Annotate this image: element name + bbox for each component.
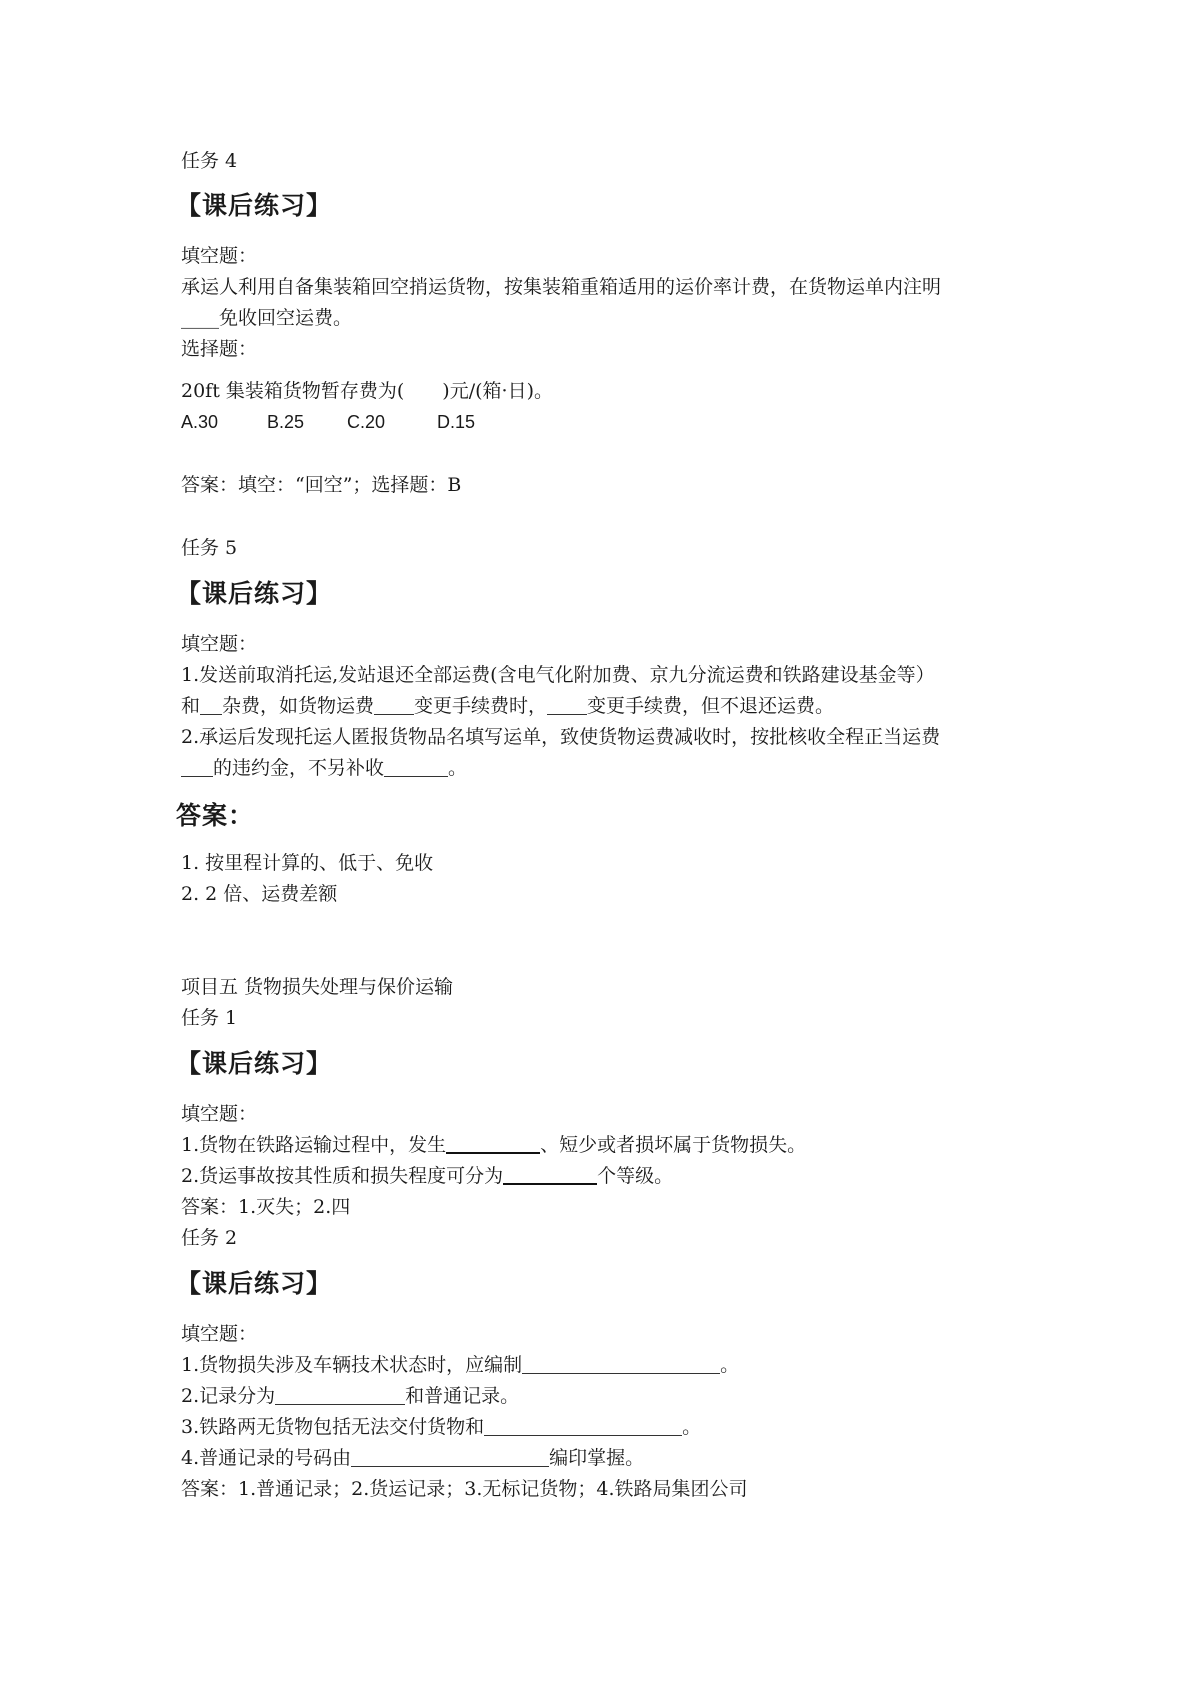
choice-options	[181, 409, 475, 435]
answer-2-item2: 2. 2 倍、运费差额	[181, 883, 338, 905]
fill-question-2-line2: 和 杂费，如货物运费 变更手续费时， 变更手续费，但不退还运费。	[181, 695, 835, 717]
project-5-title: 项目五 货物损失处理与保价运输	[181, 976, 454, 998]
fill-question-1-line2: ____免收回空运费。	[181, 307, 353, 329]
choice-question-1: 20ft 集装箱货物暂存费为( )元/(箱·日)。	[181, 380, 553, 402]
fill-question-2-line1: 1.发送前取消托运,发站退还全部运费(含电气化附加费、京九分流运费和铁路建设基金等）	[181, 664, 935, 686]
fill-question-3-line1: 2.承运后发现托运人匿报货物品名填写运单，致使货物运费减收时，按批核收全程正当运费	[181, 726, 941, 748]
fill-question-6: 1.货物损失涉及车辆技术状态时，应编制 。	[181, 1354, 740, 1376]
fill-question-1-line1: 承运人利用自备集装箱回空捎运货物，按集装箱重箱适用的运价率计费，在货物运单内注明	[181, 276, 942, 298]
option-d: D.15	[437, 412, 476, 432]
task-4-title: 任务 4	[181, 150, 238, 172]
answer-1: 答案：填空：“回空”；选择题：B	[181, 474, 462, 496]
answer-4: 答案：1.普通记录；2.货运记录；3.无标记货物；4.铁路局集团公司	[181, 1478, 748, 1500]
fill-label-4: 填空题：	[181, 1323, 258, 1345]
exercise-heading-2: 【课后练习】	[176, 579, 333, 608]
fill-label-1: 填空题：	[181, 245, 258, 267]
option-c: C.20	[347, 412, 386, 432]
fill-question-3-line2: 的违约金，不另补收 。	[181, 755, 467, 781]
fill-question-4: 1.货物在铁路运输过程中，发生 、短少或者损坏属于货物损失。	[181, 1134, 807, 1156]
exercise-heading-4: 【课后练习】	[176, 1269, 333, 1298]
fill-question-8: 3.铁路两无货物包括无法交付货物和 。	[181, 1416, 702, 1438]
task-2-title: 任务 2	[181, 1227, 238, 1249]
fill-label-3: 填空题：	[181, 1103, 258, 1125]
fill-question-9: 4.普通记录的号码由 编印掌握。	[181, 1447, 645, 1469]
answer-3: 答案：1.灭失；2.四	[181, 1196, 351, 1218]
answer-2-item1: 1. 按里程计算的、低于、免收	[181, 852, 434, 874]
fill-question-7: 2.记录分为 和普通记录。	[181, 1385, 520, 1407]
option-b: B.25	[267, 412, 305, 432]
fill-question-5: 2.货运事故按其性质和损失程度可分为 个等级。	[181, 1165, 674, 1187]
fill-label-2: 填空题：	[181, 633, 258, 655]
task-1-title: 任务 1	[181, 1007, 238, 1029]
exercise-heading-1: 【课后练习】	[176, 191, 333, 220]
choice-label-1: 选择题：	[181, 338, 258, 360]
exercise-heading-3: 【课后练习】	[176, 1049, 333, 1078]
task-5-title: 任务 5	[181, 537, 238, 559]
option-a: A.30	[181, 412, 219, 432]
answer-heading: 答案：	[176, 801, 255, 830]
